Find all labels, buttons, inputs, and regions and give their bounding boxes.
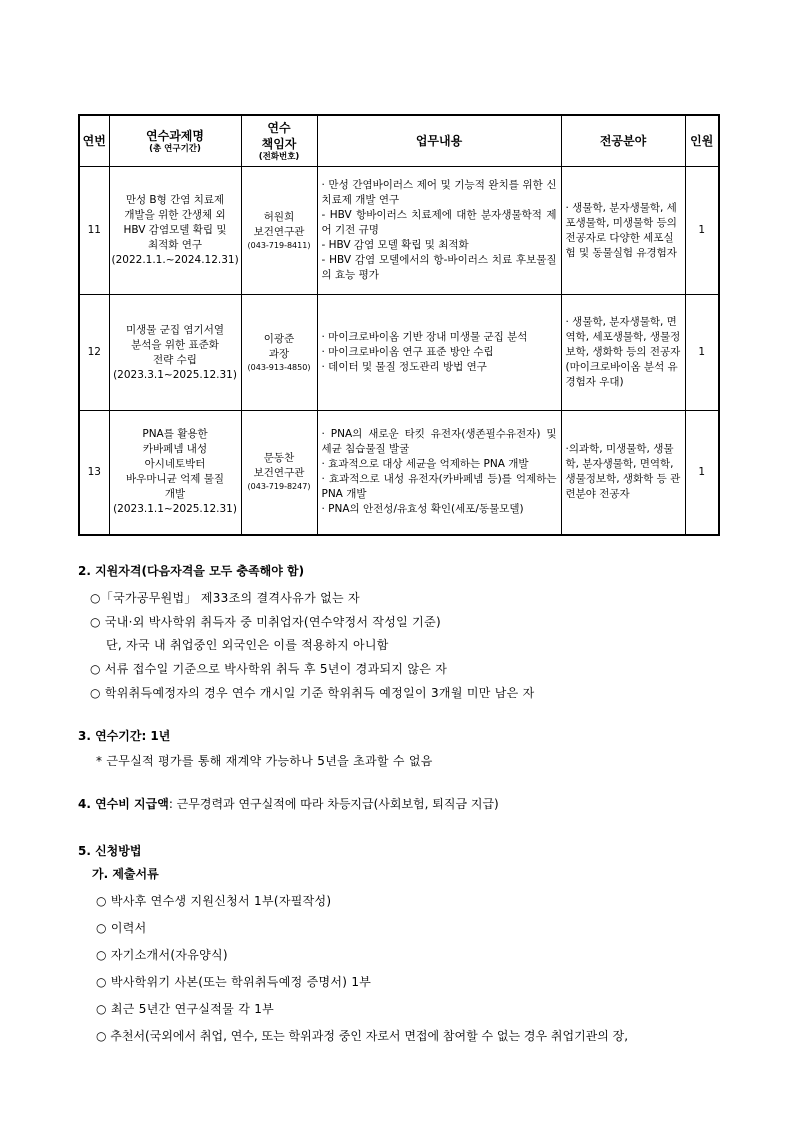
section2-item: ○「국가공무원법」 제33조의 결격사유가 없는 자: [90, 591, 360, 605]
header-count: 인원: [685, 115, 719, 167]
table-row: [79, 295, 719, 411]
document-item: ○ 이력서: [96, 921, 147, 935]
row-person: 이광준 과장 (043-913-4850): [241, 295, 317, 411]
table-row: [79, 411, 719, 535]
section4-text: : 근무경력과 연구실적에 따라 차등지급(사회보험, 퇴직금 지급): [168, 797, 499, 811]
row-field: · 생물학, 분자생물학, 면역학, 세포생물학, 생물정보학, 생화학 등의 전공자 (마이크로바이옴 분석 유경험자 우대): [561, 295, 685, 411]
section4-heading: 4. 연수비 지급액: 근무경력과 연구실적에 따라 차등지급(사회보험, 퇴직금 지급): [78, 797, 499, 811]
document-item: ○ 추천서(국외에서 취업, 연수, 또는 학위과정 중인 자로서 면접에 참여할 수 없는 경우 취업기관의 장,: [96, 1029, 629, 1043]
section5-subheading: 가. 제출서류: [92, 867, 159, 881]
header-field: 전공분야: [561, 115, 685, 167]
recruitment-table: [78, 114, 720, 536]
row-field: ·의과학, 미생물학, 생물학, 분자생물학, 면역학, 생물정보학, 생화학 등 관련분야 전공자: [561, 411, 685, 535]
header-tasks: 업무내용: [317, 115, 561, 167]
row-title: 만성 B형 간염 치료제 개발을 위한 간생체 외 HBV 감염모델 확립 및 최적화 연구 (2022.1.1.~2024.12.31): [109, 167, 241, 295]
row-tasks: · 마이크로바이옴 기반 장내 미생물 군집 분석 · 마이크로바이옴 연구 표준 방안 수립 · 데이터 및 물질 정도관리 방법 연구: [317, 295, 561, 411]
section3-note: * 근무실적 평가를 통해 재계약 가능하나 5년을 초과할 수 없음: [96, 754, 433, 768]
row-title: 미생물 군집 염기서열 분석을 위한 표준화 전략 수립 (2023.3.1~2025.12.31): [109, 295, 241, 411]
table-row: [79, 167, 719, 295]
document-item: ○ 최근 5년간 연구실적물 각 1부: [96, 1002, 275, 1016]
header-person: 연수 책임자 (전화번호): [241, 115, 317, 167]
row-field: · 생물학, 분자생물학, 세포생물학, 미생물학 등의 전공자로 다양한 세포실험 및 동물실험 유경험자: [561, 167, 685, 295]
row-no: 11: [79, 167, 109, 295]
section3-heading: 3. 연수기간: 1년: [78, 729, 171, 743]
row-count: 1: [685, 295, 719, 411]
document-item: ○ 박사학위기 사본(또는 학위취득예정 증명서) 1부: [96, 975, 372, 989]
row-tasks: · 만성 간염바이러스 제어 및 기능적 완치를 위한 신치료제 개발 연구 - HBV 항바이러스 치료제에 대한 분자생물학적 제어 기전 규명 - HBV 감염 모델 확립 및 최적화 - HBV 감염 모델에서의 항-바이러스 치료 후보물질의 효능 평가: [317, 167, 561, 295]
row-no: 13: [79, 411, 109, 535]
row-person: 허원희 보건연구관 (043-719-8411): [241, 167, 317, 295]
section2-item: ○ 서류 접수일 기준으로 박사학위 취득 후 5년이 경과되지 않은 자: [90, 662, 448, 676]
row-title: PNA를 활용한 카바페넴 내성 아시네토박터 바우마니균 억제 물질 개발 (2023.1.1~2025.12.31): [109, 411, 241, 535]
header-no: 연번: [79, 115, 109, 167]
document-item: ○ 박사후 연수생 지원신청서 1부(자필작성): [96, 894, 332, 908]
document-item: ○ 자기소개서(자유양식): [96, 948, 228, 962]
section5-heading: 5. 신청방법: [78, 844, 142, 858]
row-no: 12: [79, 295, 109, 411]
section2-item: ○ 학위취득예정자의 경우 연수 개시일 기준 학위취득 예정일이 3개월 미만 남은 자: [90, 686, 535, 700]
section2-item: ○ 국내·외 박사학위 취득자 중 미취업자(연수약정서 작성일 기준): [90, 615, 441, 629]
section2-heading: 2. 지원자격(다음자격을 모두 충족해야 함): [78, 564, 305, 578]
row-person: 문동찬 보건연구관 (043-719-8247): [241, 411, 317, 535]
table-header-row: [79, 115, 719, 167]
row-count: 1: [685, 411, 719, 535]
header-title: 연수과제명 (총 연구기간): [109, 115, 241, 167]
section2-item: 단, 자국 내 취업중인 외국인은 이를 적용하지 아니함: [106, 638, 389, 652]
row-tasks: · PNA의 새로운 타킷 유전자(생존필수유전자) 및 세균 침습물질 발굴 · 효과적으로 대상 세균을 억제하는 PNA 개발 · 효과적으로 내성 유전자(카바페넴 등)를 억제하는 PNA 개발 · PNA의 안전성/유효성 확인(세포/동물모델): [317, 411, 561, 535]
row-count: 1: [685, 167, 719, 295]
